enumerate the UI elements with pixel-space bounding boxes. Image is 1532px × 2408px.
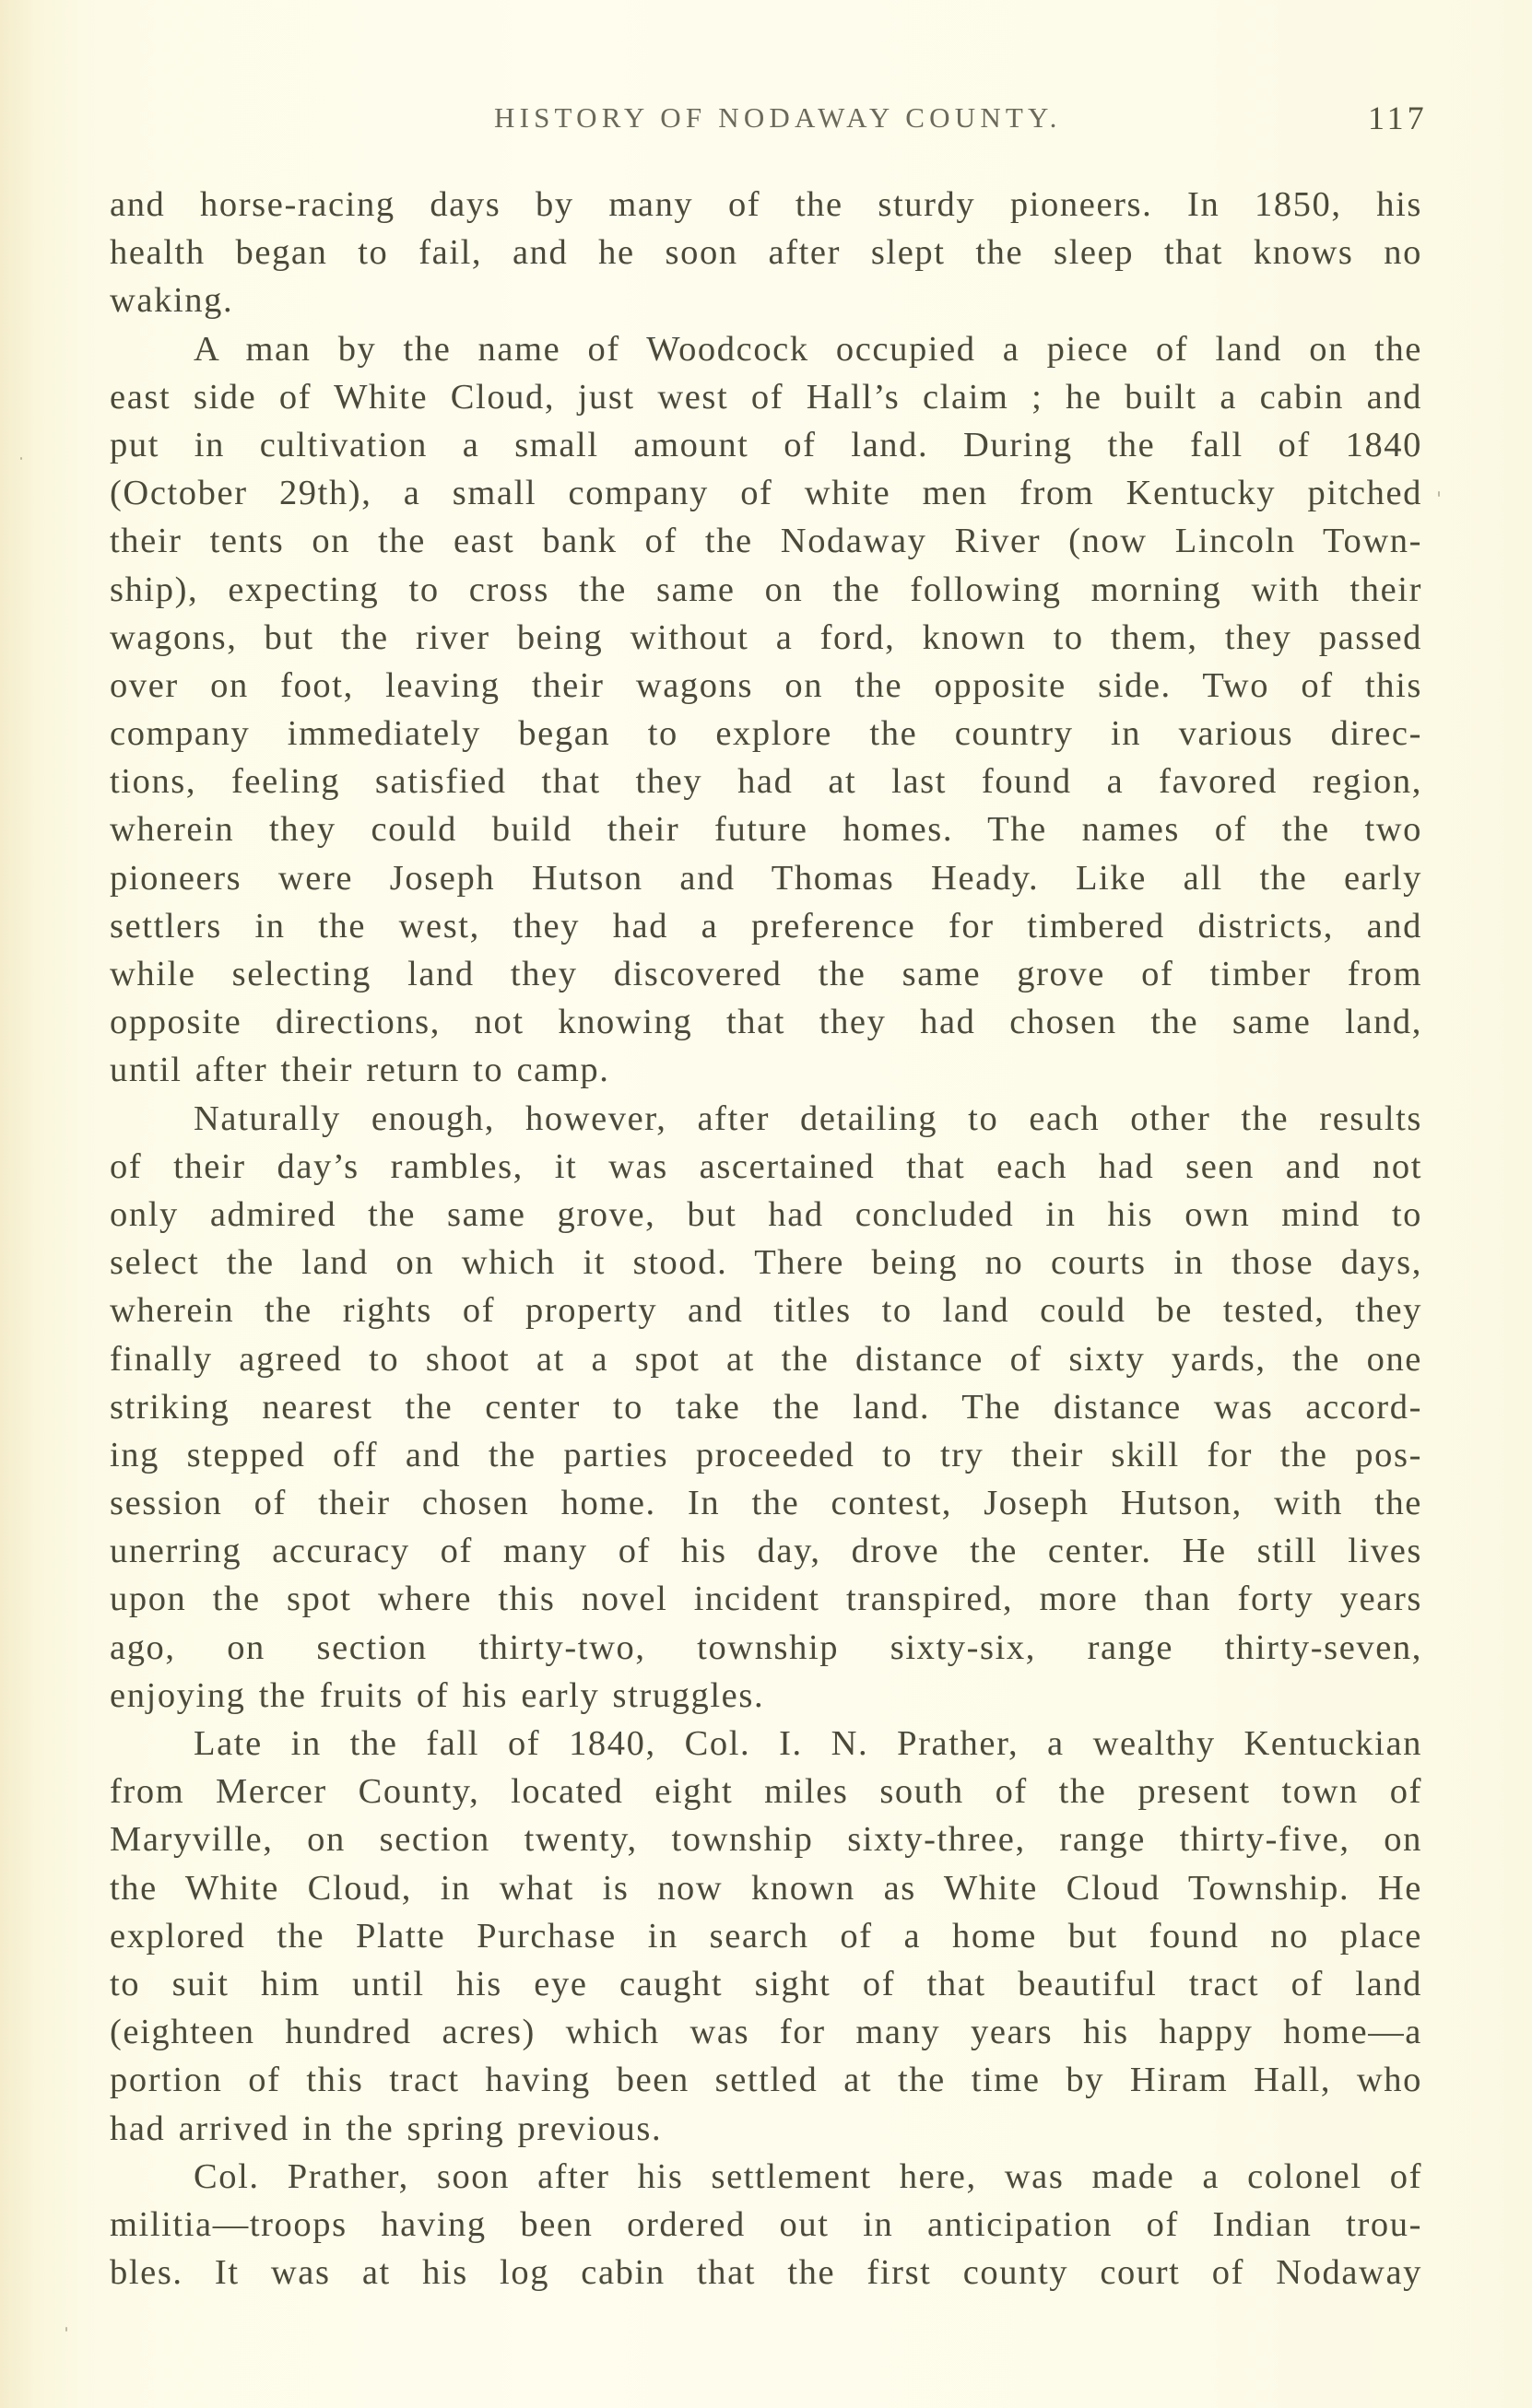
text-line: session of their chosen home. In the contest, Joseph Hutson, with the xyxy=(110,1484,1422,1523)
text-line: while selecting land they discovered the same grove of timber from xyxy=(110,955,1422,993)
text-line: militia—troops having been ordered out in anticipation of Indian trou- xyxy=(110,2204,1422,2244)
text-line: Late in the fall of 1840, Col. I. N. Prather, a wealthy Kentuckian xyxy=(194,1724,1422,1763)
text-line: waking. xyxy=(110,281,234,321)
text-line: ing stepped off and the parties proceeded to try their skill for the pos- xyxy=(110,1435,1422,1474)
text-line: wherein the rights of property and titles to land could be tested, they xyxy=(110,1291,1422,1331)
text-line: striking nearest the center to take the land. The distance was accord- xyxy=(110,1387,1422,1427)
scan-speck xyxy=(1438,491,1440,497)
text-line: upon the spot where this novel incident transpired, more than forty years xyxy=(110,1580,1422,1619)
text-line: had arrived in the spring previous. xyxy=(110,2108,663,2148)
text-line: wherein they could build their future homes. The names of the two xyxy=(110,810,1422,850)
text-line: from Mercer County, located eight miles south of the present town of xyxy=(110,1772,1422,1812)
text-line: explored the Platte Purchase in search of a home but found no place xyxy=(110,1916,1422,1956)
text-line: the White Cloud, in what is now known as White Cloud Township. He xyxy=(110,1868,1422,1908)
running-head xyxy=(0,100,1532,136)
text-line: finally agreed to shoot at a spot at the distance of sixty yards, the one xyxy=(110,1339,1422,1379)
text-line: and horse-racing days by many of the sturdy pioneers. In 1850, his xyxy=(110,185,1422,224)
text-line: ago, on section thirty-two, township sixty-six, range thirty-seven, xyxy=(110,1627,1422,1667)
text-line: Col. Prather, soon after his settlement here, was made a colonel of xyxy=(194,2156,1422,2196)
running-title: HISTORY OF NODAWAY COUNTY. xyxy=(494,101,1062,134)
text-line: over on foot, leaving their wagons on the opposite side. Two of this xyxy=(110,665,1422,705)
text-line: (eighteen hundred acres) which was for many years his happy home—a xyxy=(110,2013,1422,2052)
text-line: of their day’s rambles, it was ascertained that each had seen and not xyxy=(110,1146,1422,1186)
text-line: until after their return to camp. xyxy=(110,1051,610,1090)
scan-speck xyxy=(20,457,22,460)
text-line: tions, feeling satisfied that they had at last found a favored region, xyxy=(110,762,1422,802)
text-line: portion of this tract having been settled at the time by Hiram Hall, who xyxy=(110,2061,1422,2100)
text-line: Naturally enough, however, after detailing to each other the results xyxy=(194,1098,1422,1138)
text-line: Maryville, on section twenty, township sixty-three, range thirty-five, on xyxy=(110,1820,1422,1860)
text-line: (October 29th), a small company of white men from Kentucky pitched xyxy=(110,474,1422,513)
text-line: east side of White Cloud, just west of Hall’s claim ; he built a cabin and xyxy=(110,377,1422,417)
body-text xyxy=(110,181,1422,2296)
text-line: pioneers were Joseph Hutson and Thomas Heady. Like all the early xyxy=(110,858,1422,898)
text-line: bles. It was at his log cabin that the first county court of Nodaway xyxy=(110,2253,1422,2293)
text-line: settlers in the west, they had a preference for timbered districts, and xyxy=(110,906,1422,946)
text-line: their tents on the east bank of the Nodaway River (now Lincoln Town- xyxy=(110,522,1422,561)
text-line: unerring accuracy of many of his day, drove the center. He still lives xyxy=(110,1532,1422,1571)
scan-speck xyxy=(65,2327,67,2332)
text-line: put in cultivation a small amount of land. During the fall of 1840 xyxy=(110,425,1422,464)
text-line: A man by the name of Woodcock occupied a piece of land on the xyxy=(194,329,1422,369)
text-line: health began to fail, and he soon after slept the sleep that knows no xyxy=(110,233,1422,273)
text-line: only admired the same grove, but had concluded in his own mind to xyxy=(110,1194,1422,1234)
text-line: wagons, but the river being without a ford, known to them, they passed xyxy=(110,617,1422,657)
text-line: to suit him until his eye caught sight of that beautiful tract of land xyxy=(110,1964,1422,2003)
text-line: enjoying the fruits of his early struggles. xyxy=(110,1675,765,1715)
text-line: ship), expecting to cross the same on the following morning with their xyxy=(110,570,1422,609)
text-line: opposite directions, not knowing that they had chosen the same land, xyxy=(110,1003,1422,1042)
text-line: select the land on which it stood. There being no courts in those days, xyxy=(110,1243,1422,1283)
page-number: 117 xyxy=(1368,100,1428,136)
text-line: company immediately began to explore the country in various direc- xyxy=(110,714,1422,754)
